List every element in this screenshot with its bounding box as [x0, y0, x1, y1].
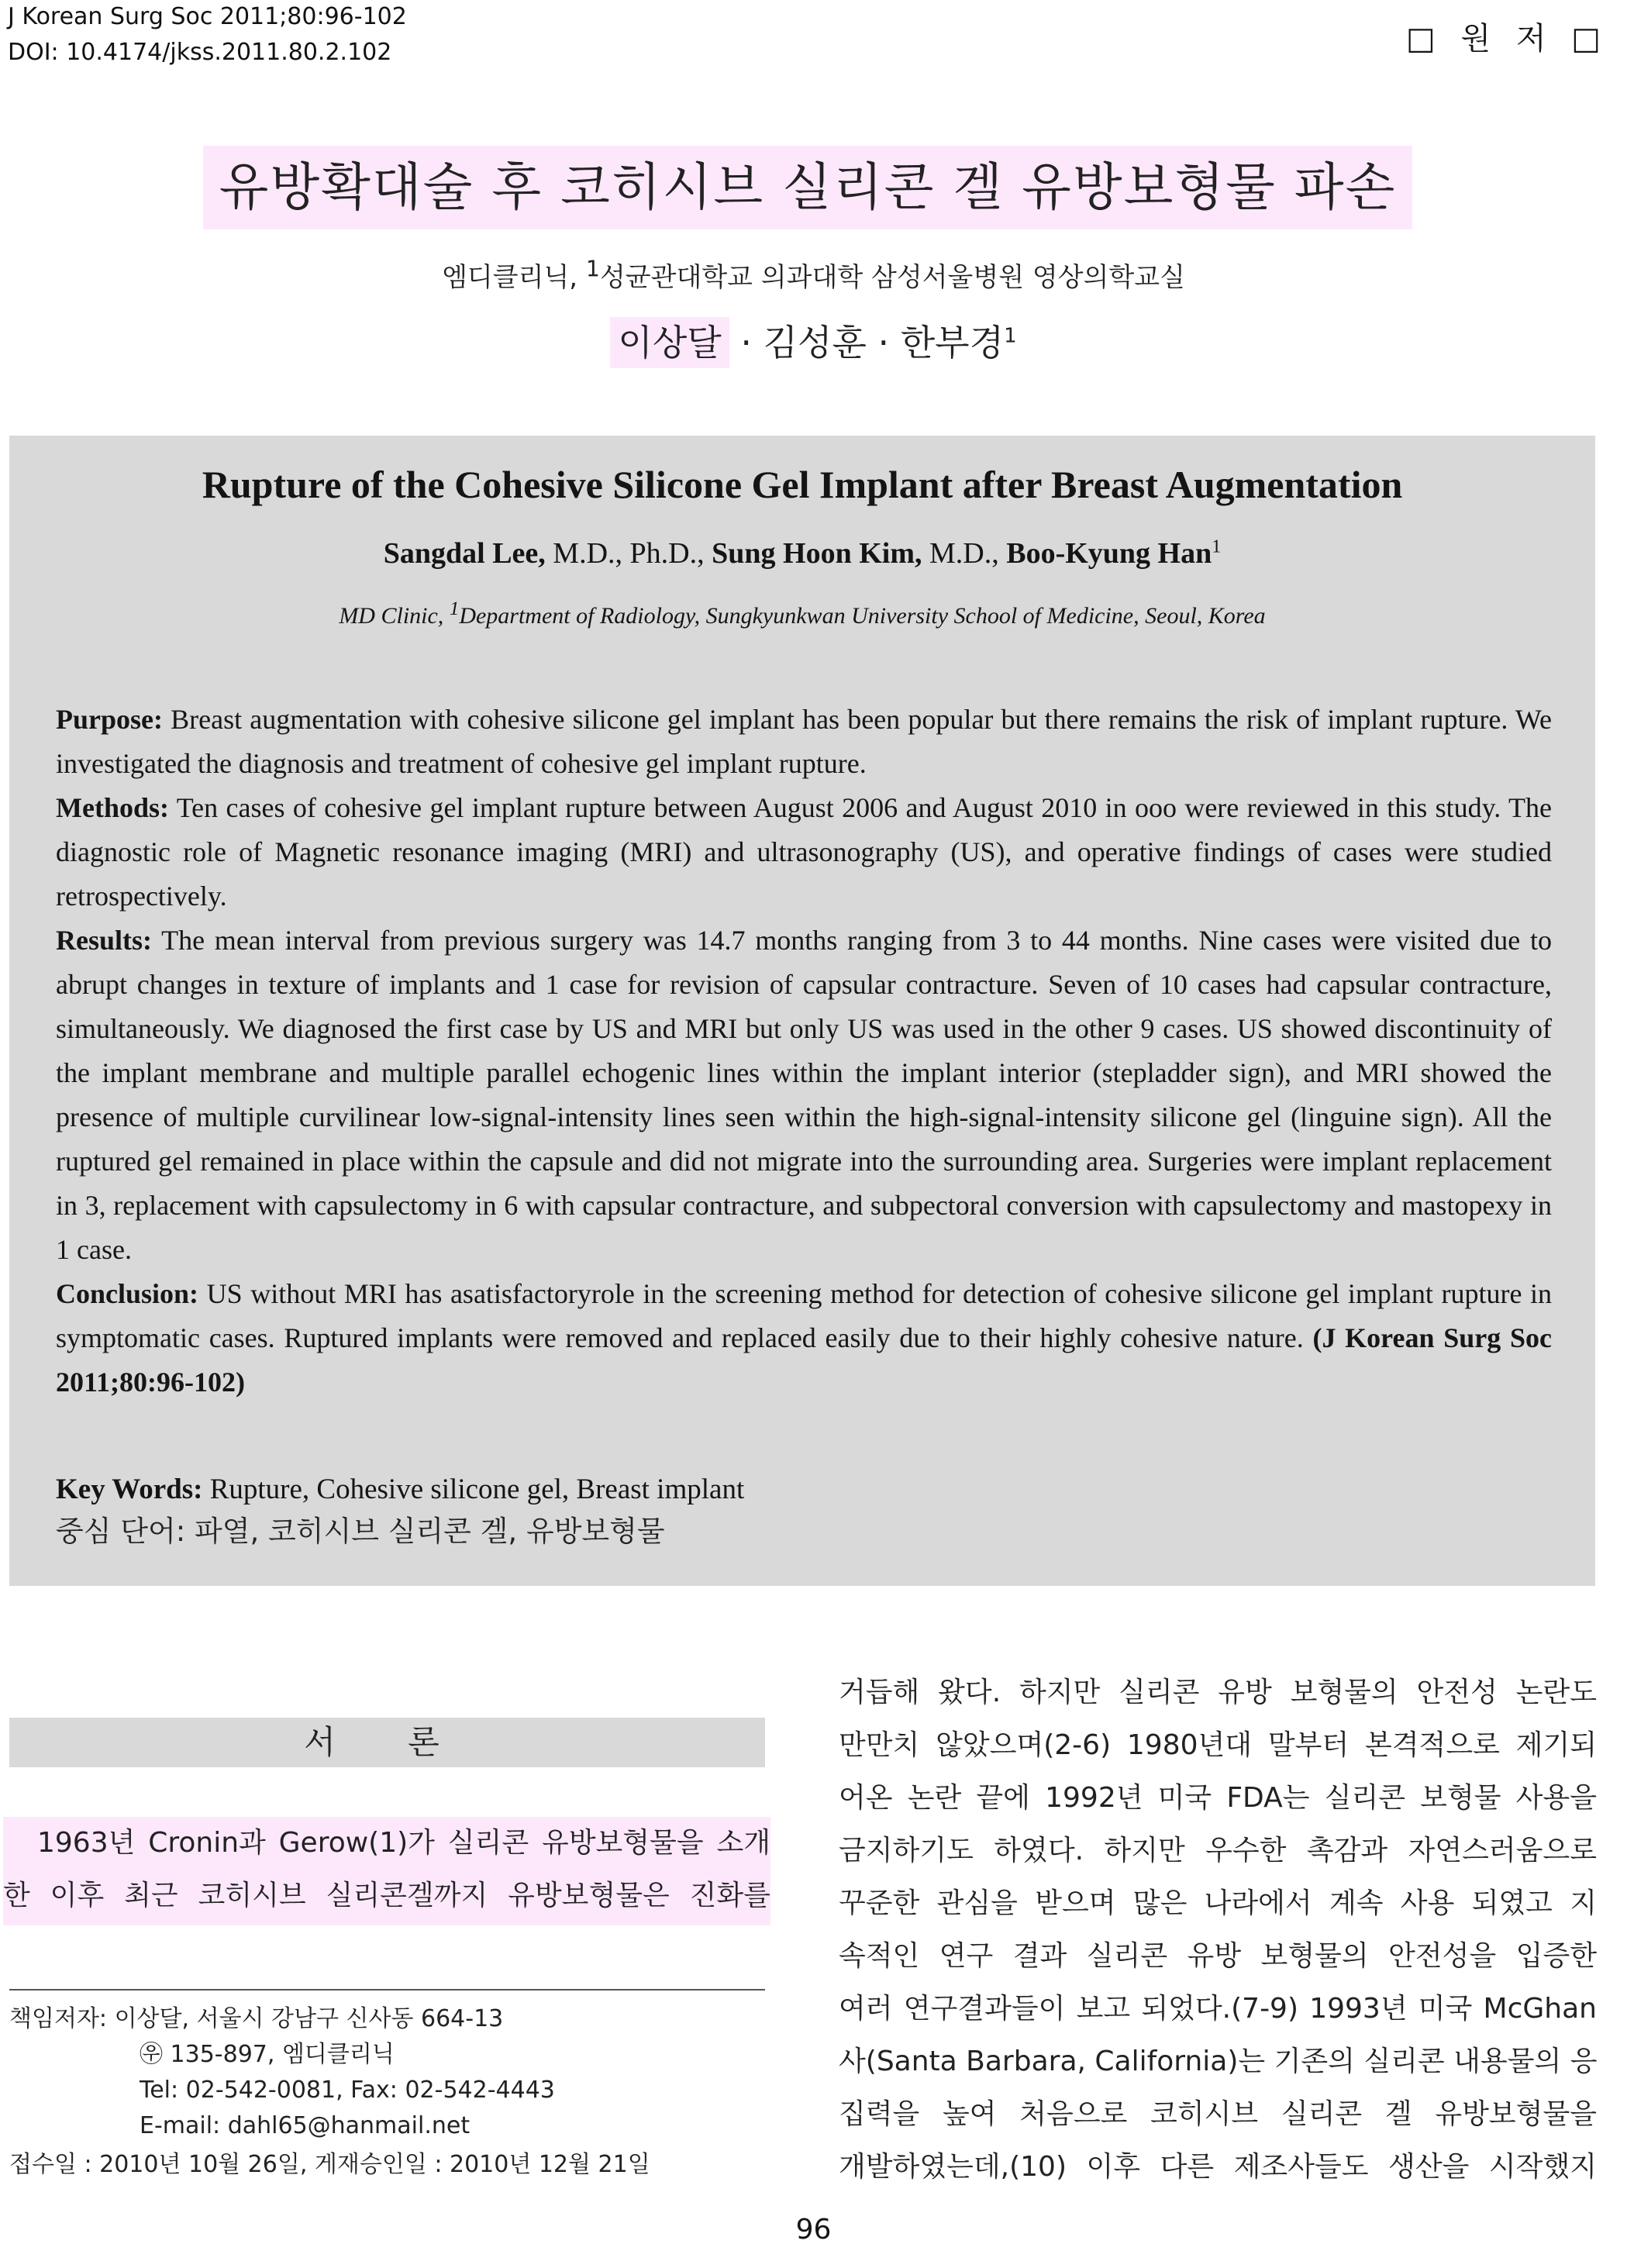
results-text: The mean interval from previous surgery was 14.7 months ranging from 3 to 44 months. Nine cases were visited due to abrupt changes in texture of implants and 1 case for revision of capsular contracture. Seven of 10 cases had capsular contracture, simultaneously. We diagnosed the first case by US and MRI but only US was used in the other 9 cases. US showed discontinuity of the implant membrane and multiple parallel echogenic lines within the implant interior (stepladder sign), and MRI showed the presence of multiple curvilinear low-signal-intensity lines seen within the high-signal-intensity silicone gel (linguine sign). All the ruptured gel remained in place within the capsule and did not migrate into the surrounding area. Surgeries were implant replacement in 3, replacement with capsulectomy in 6 with capsular contracture, and subpectoral conversion with capsulectomy and mastopexy in 1 case. [56, 925, 1552, 1265]
author-2-name: Sung Hoon Kim, [712, 537, 922, 570]
keywords-english [56, 1470, 1552, 1510]
abstract-text [56, 698, 1552, 1405]
author-2-degree: M.D., [922, 537, 1007, 570]
korean-title: 유방확대술 후 코히시브 실리콘 겔 유방보형물 파손 [203, 146, 1412, 229]
correspondence-line-1: 책임저자: 이상달, 서울시 강남구 신사동 664-13 [9, 2005, 504, 2032]
korean-affiliation [0, 256, 1627, 294]
methods-label: Methods: [56, 792, 169, 823]
abstract-conclusion [56, 1272, 1552, 1405]
abstract-purpose [56, 698, 1552, 786]
right-line: 속적인 연구 결과 실리콘 유방 보형물의 안전성을 입증한 [839, 1940, 1597, 1972]
doi-link[interactable]: DOI: 10.4174/jkss.2011.80.2.102 [8, 39, 392, 66]
korean-authors [0, 315, 1627, 366]
keywords-label: Key Words: [56, 1474, 203, 1505]
conclusion-text: US without MRI has asatisfactoryrole in the screening method for detection of cohesive silicone gel implant rupture in symptomatic cases. Ruptured implants were removed and replaced easily due to their highly cohesive nature. [56, 1278, 1552, 1353]
right-line: 꾸준한 관심을 받으며 많은 나라에서 계속 사용 되였고 지 [839, 1887, 1597, 1919]
korean-affiliation-sup: 1 [585, 256, 600, 282]
correspondence-block [9, 2001, 555, 2144]
right-line: 집력을 높여 처음으로 코히시브 실리콘 겔 유방보형물을 [839, 2098, 1597, 2130]
journal-citation: J Korean Surg Soc 2011;80:96-102 [8, 3, 407, 30]
right-line: 개발하였는데,(10) 이후 다른 제조사들도 생산을 시작했지 [839, 2151, 1597, 2183]
purpose-text: Breast augmentation with cohesive silicone gel implant has been popular but there remains the risk of implant rupture. We investigated the diagnosis and treatment of cohesive gel implant rupture. [56, 704, 1552, 779]
right-line: 어온 논란 끝에 1992년 미국 FDA는 실리콘 보형물 사용을 [839, 1782, 1597, 1814]
intro-line-2: 한 이후 최근 코히시브 실리콘겔까지 유방보형물은 진화를 [3, 1880, 770, 1911]
english-affiliation-part2: Department of Radiology, Sungkyunkwan University School of Medicine, Seoul, Korea [459, 603, 1266, 629]
english-authors [0, 536, 1605, 570]
right-line: 여러 연구결과들이 보고 되었다.(7-9) 1993년 미국 McGhan [839, 1993, 1597, 2025]
author-3-name: Boo-Kyung Han [1006, 537, 1212, 570]
english-affiliation [0, 598, 1605, 629]
article-type-tag: □ 원 저 □ [1405, 21, 1608, 57]
right-line: 만만치 않았으며(2-6) 1980년대 말부터 본격적으로 제기되 [839, 1729, 1597, 1761]
right-line: 거듭해 왔다. 하지만 실리콘 유방 보형물의 안전성 논란도 [839, 1677, 1597, 1708]
korean-affiliation-part1: 엠디클리닉, [442, 262, 586, 293]
right-column-text [839, 1667, 1597, 2194]
author-1-name: Sangdal Lee, [383, 537, 546, 570]
footnote-divider [9, 1989, 765, 1991]
english-affiliation-sup: 1 [449, 598, 460, 619]
korean-author-highlight: 이상달 [610, 317, 729, 368]
section-heading-introduction: 서 론 [9, 1718, 765, 1767]
english-title: Rupture of the Cohesive Silicone Gel Implant after Breast Augmentation [202, 463, 1403, 506]
conclusion-label: Conclusion: [56, 1278, 199, 1309]
correspondence-email[interactable]: E-mail: dahl65@hanmail.net [140, 2112, 471, 2139]
intro-line-1: 1963년 Cronin과 Gerow(1)가 실리콘 유방보형물을 소개 [37, 1827, 770, 1859]
korean-affiliation-part2: 성균관대학교 의과대학 삼성서울병원 영상의학교실 [599, 262, 1185, 293]
english-affiliation-part1: MD Clinic, [339, 603, 450, 629]
methods-text: Ten cases of cohesive gel implant rupture between August 2006 and August 2010 in ooo were reviewed in this study. The diagnostic role of Magnetic resonance imaging (MRI) and ultrasonography (US), and operative findings of cases were studied retrospectively. [56, 792, 1552, 912]
purpose-label: Purpose: [56, 704, 163, 735]
results-label: Results: [56, 925, 152, 956]
abstract-citation: (J Korean Surg Soc 2011;80:96-102) [56, 1322, 1552, 1398]
abstract-results [56, 919, 1552, 1272]
author-1-degree: M.D., Ph.D., [545, 537, 712, 570]
korean-author-sup: 1 [1004, 324, 1017, 348]
received-dates: 접수일 : 2010년 10월 26일, 게재승인일 : 2010년 12월 21일 [9, 2151, 650, 2178]
right-line: 금지하기도 하였다. 하지만 우수한 촉감과 자연스러움으로 [839, 1835, 1597, 1866]
correspondence-phone: Tel: 02-542-0081, Fax: 02-542-4443 [140, 2077, 555, 2104]
page-number: 96 [795, 2214, 832, 2246]
intro-paragraph [3, 1817, 770, 1925]
korean-author-rest: · 김성훈 · 한부경 [729, 322, 1005, 364]
correspondence-line-2: ㉾ 135-897, 엠디클리닉 [140, 2041, 395, 2068]
keywords-korean: 중심 단어: 파열, 코히시브 실리콘 겔, 유방보형물 [56, 1515, 665, 1548]
abstract-methods [56, 786, 1552, 919]
keywords-text: Rupture, Cohesive silicone gel, Breast implant [202, 1474, 745, 1505]
right-line: 사(Santa Barbara, California)는 기존의 실리콘 내용물의 응 [839, 2046, 1597, 2077]
author-3-sup: 1 [1212, 536, 1222, 557]
